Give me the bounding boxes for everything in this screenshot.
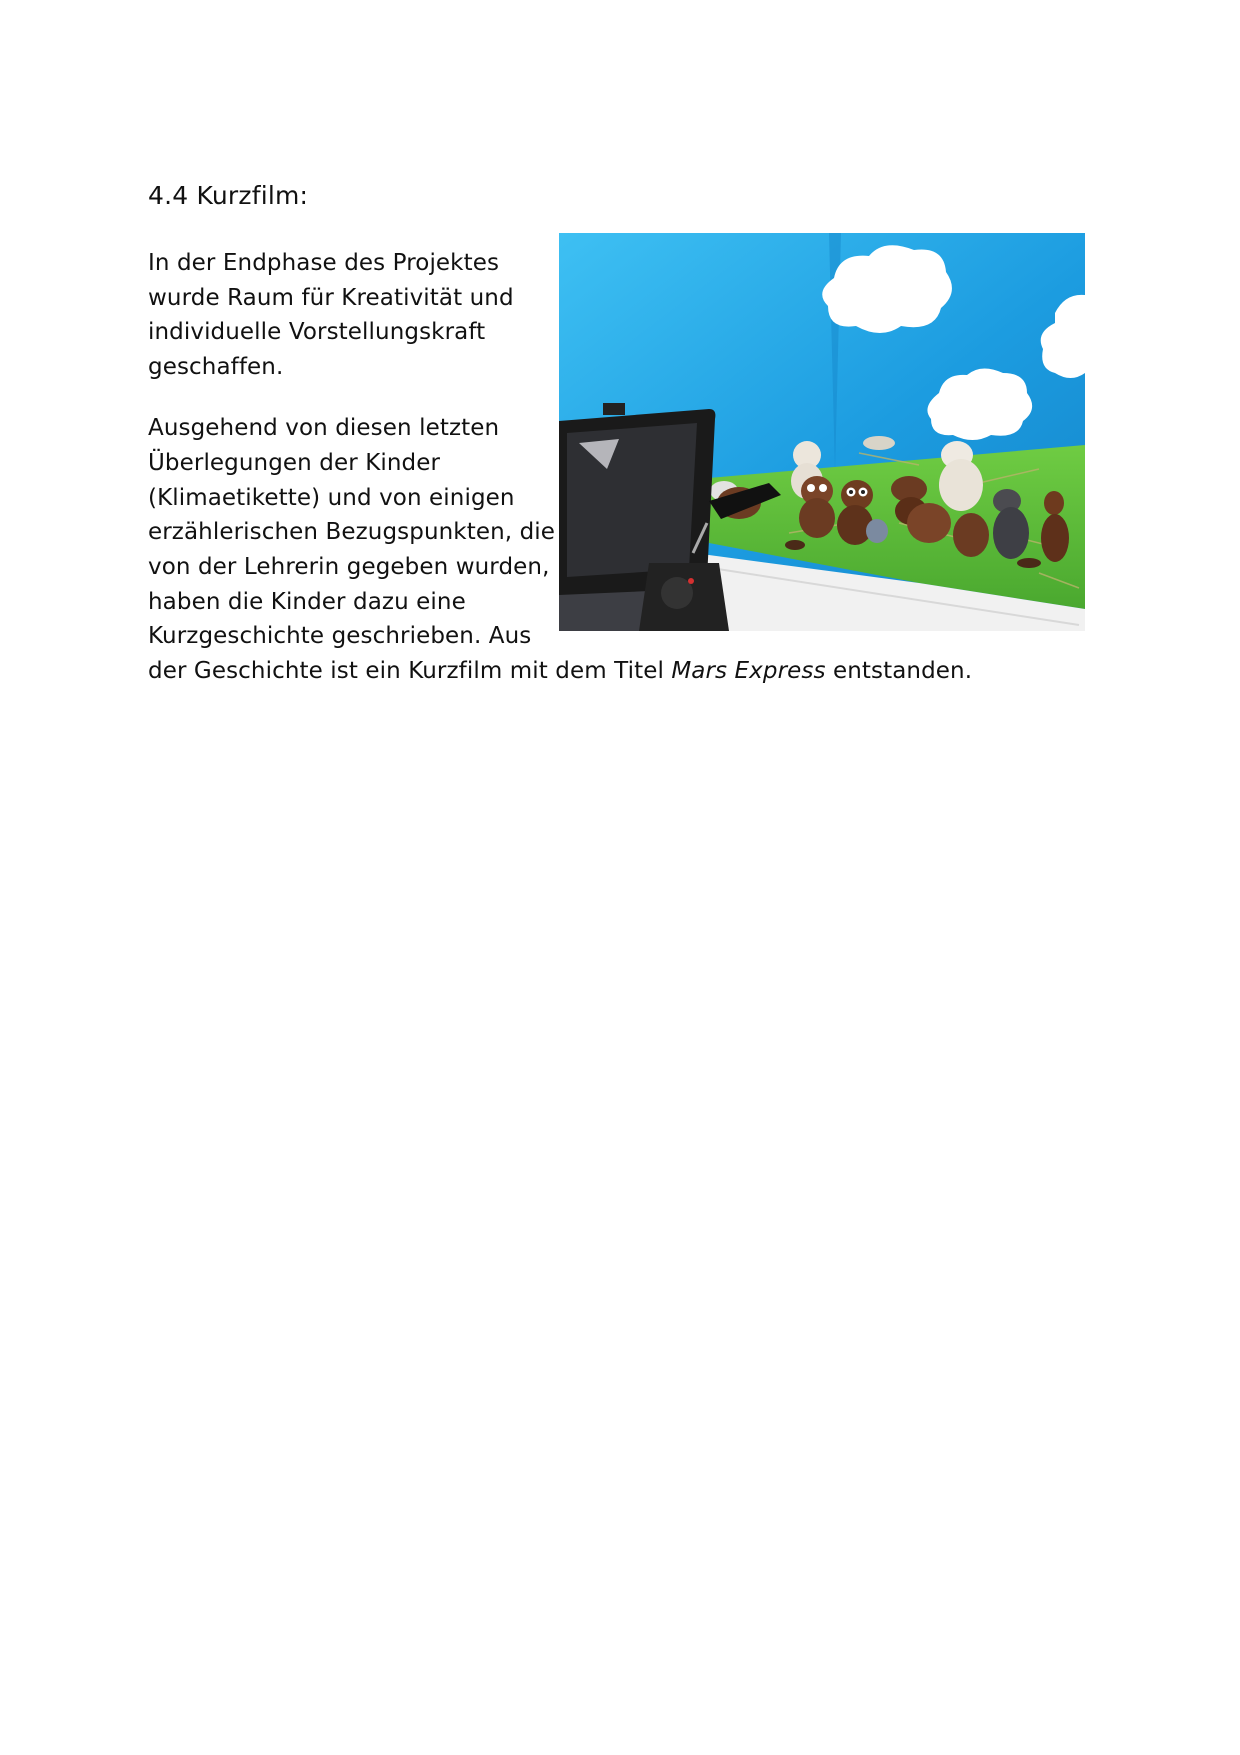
text-after-title: entstanden. bbox=[825, 658, 973, 684]
paragraph-line: individuelle Vorstellungskraft bbox=[148, 319, 486, 345]
paragraph-line: erzählerischen Bezugspunkten, die bbox=[148, 519, 556, 545]
paragraph-line: von der Lehrerin gegeben wurden, bbox=[148, 554, 550, 580]
paragraph-line: wurde Raum für Kreativität und bbox=[148, 285, 514, 311]
paragraph-line: Kurzgeschichte geschrieben. Aus bbox=[148, 623, 532, 649]
paragraph-line: Ausgehend von diesen letzten bbox=[148, 415, 500, 441]
paragraph-line: In der Endphase des Projektes bbox=[148, 250, 500, 276]
film-title: Mars Express bbox=[671, 658, 826, 684]
paragraph-line: geschaffen. bbox=[148, 354, 284, 380]
paragraph-line: Überlegungen der Kinder bbox=[148, 450, 441, 476]
text-before-title: der Geschichte ist ein Kurzfilm mit dem Titel bbox=[148, 658, 672, 684]
paragraph-line: haben die Kinder dazu eine bbox=[148, 589, 466, 615]
paragraph-last-line bbox=[148, 654, 972, 689]
stop-motion-set-illustration bbox=[559, 233, 1085, 631]
paragraph-line: (Klimaetikette) und von einigen bbox=[148, 485, 515, 511]
stop-motion-set-photo bbox=[559, 233, 1085, 631]
section-heading: 4.4 Kurzfilm: bbox=[148, 181, 309, 210]
